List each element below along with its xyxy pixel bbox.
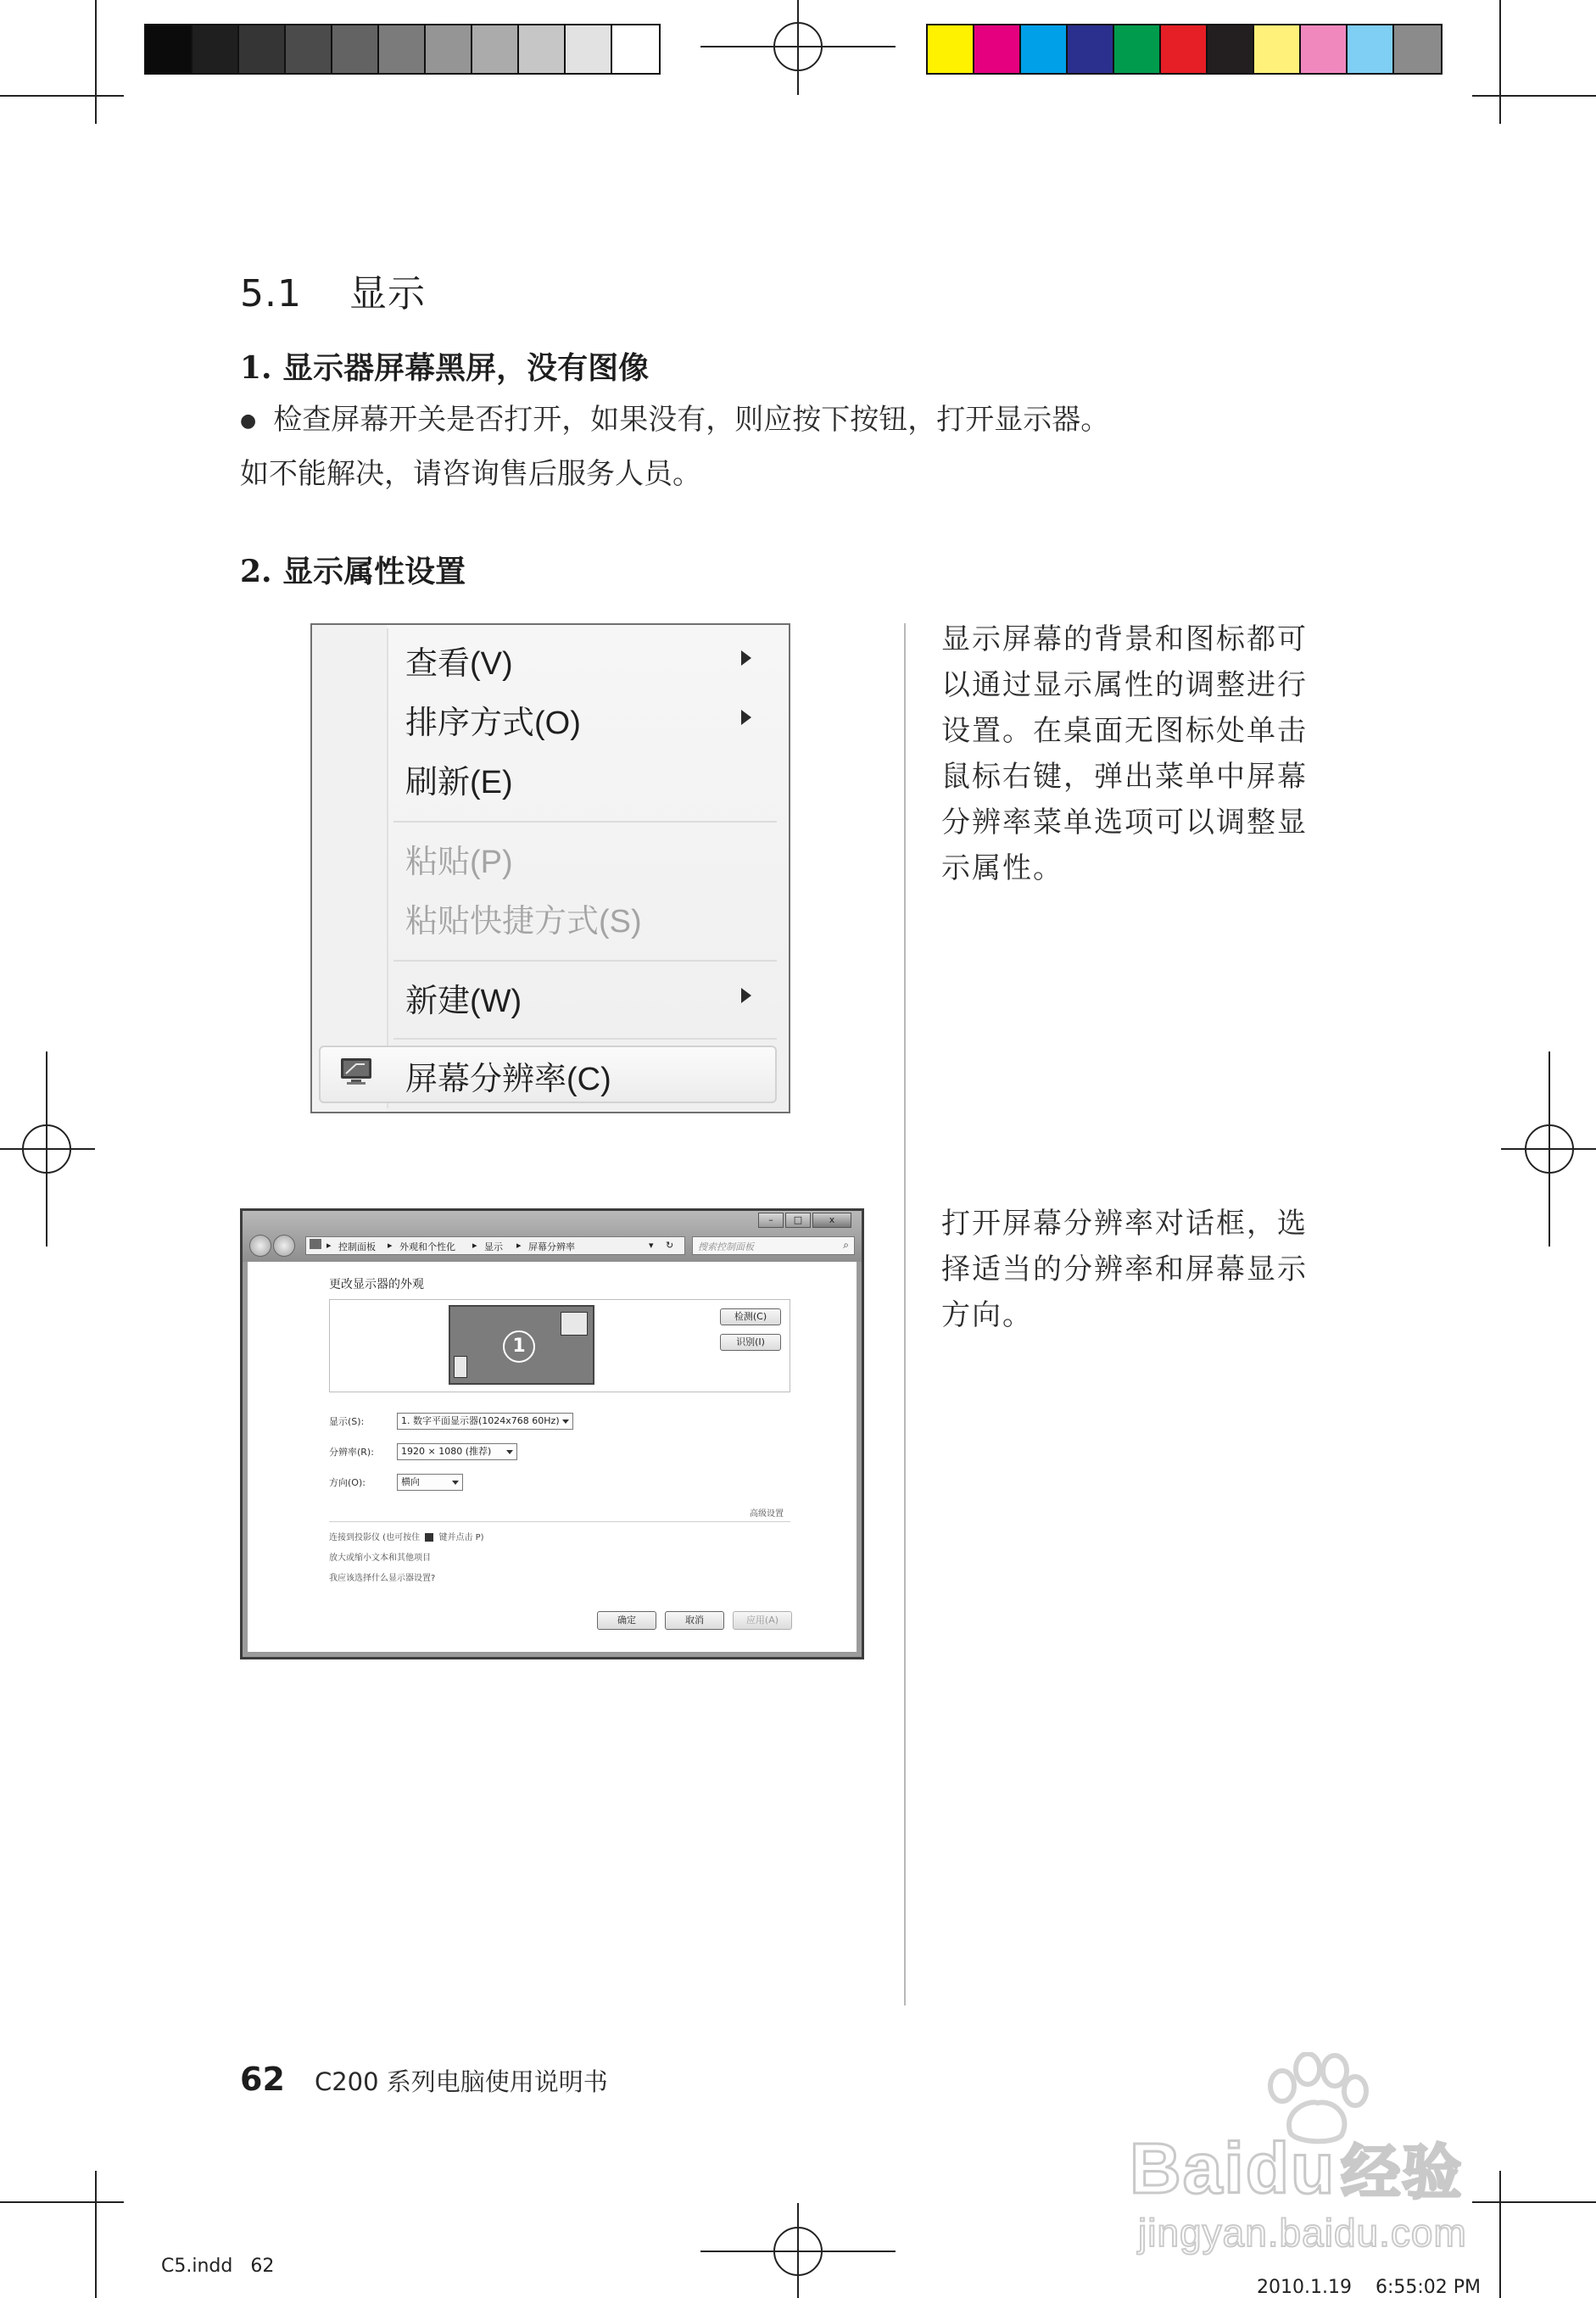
screen-resolution-window xyxy=(240,1208,864,1659)
submenu-arrow-icon xyxy=(741,988,751,1003)
breadcrumb-item[interactable]: 控制面板 xyxy=(338,1241,376,1252)
menu-item-label: 屏幕分辨率(C) xyxy=(405,1062,611,1097)
watermark-brand-cn: 经验 xyxy=(1341,2139,1464,2206)
projector-link-text: 键并点击 P) xyxy=(438,1533,484,1542)
section-heading xyxy=(240,263,426,317)
search-placeholder: 搜索控制面板 xyxy=(698,1241,754,1252)
window-buttons xyxy=(758,1213,851,1228)
gray-swatch xyxy=(332,25,379,73)
gray-swatch xyxy=(239,25,286,73)
preview-window-icon xyxy=(561,1312,588,1336)
text-size-link[interactable]: 放大或缩小文本和其他项目 xyxy=(329,1553,431,1563)
window-content xyxy=(248,1262,857,1652)
color-swatch xyxy=(1301,25,1348,73)
breadcrumb-item[interactable]: 显示 xyxy=(484,1241,503,1252)
crop-mark-top-left-h xyxy=(0,95,124,97)
submenu-arrow-icon xyxy=(741,710,751,725)
color-swatch xyxy=(974,25,1021,73)
gray-swatch xyxy=(612,25,659,73)
breadcrumb-item[interactable]: 外观和个性化 xyxy=(399,1241,455,1252)
bullet-dot: ● xyxy=(240,410,257,432)
gray-swatch xyxy=(566,25,612,73)
menu-item-view[interactable]: 查看(V) xyxy=(405,646,513,682)
menu-separator xyxy=(393,821,777,823)
menu-item-screen-resolution[interactable] xyxy=(319,1046,777,1103)
menu-gutter xyxy=(312,625,387,1112)
orientation-select-value: 横向 xyxy=(401,1476,420,1487)
refresh-icon[interactable]: ↻ xyxy=(666,1240,674,1251)
color-swatch xyxy=(1208,25,1254,73)
watermark-brand xyxy=(1130,2125,1463,2211)
projector-link[interactable] xyxy=(329,1530,484,1542)
color-swatch xyxy=(1068,25,1114,73)
monitor-number-badge xyxy=(503,1330,535,1363)
color-swatch xyxy=(1394,25,1441,73)
gray-swatch xyxy=(426,25,472,73)
color-swatch xyxy=(1021,25,1068,73)
minimize-button[interactable]: – xyxy=(758,1213,784,1228)
side-text-line: 设置。在桌面无图标处单击 xyxy=(941,714,1308,748)
page-number: 62 xyxy=(240,2061,285,2098)
gray-swatch xyxy=(519,25,566,73)
monitor-preview[interactable] xyxy=(449,1305,594,1385)
maximize-button[interactable]: □ xyxy=(785,1213,811,1228)
crop-mark-bottom-left-v xyxy=(95,2171,97,2298)
side-text-line: 鼠标右键，弹出菜单中屏幕 xyxy=(941,760,1308,794)
resolution-label: 分辨率(R): xyxy=(329,1447,374,1458)
chevron-down-icon xyxy=(562,1420,569,1424)
color-swatch xyxy=(1348,25,1394,73)
monitor-icon xyxy=(339,1057,375,1086)
menu-separator xyxy=(393,960,777,962)
chevron-down-icon xyxy=(452,1481,459,1485)
grayscale-bar xyxy=(144,24,661,75)
monitor-preview-panel xyxy=(329,1299,790,1392)
dialog-divider xyxy=(329,1521,790,1522)
monitor-number: 1 xyxy=(512,1336,526,1357)
side-text-line: 以通过显示属性的调整进行 xyxy=(941,668,1308,702)
dialog-heading: 更改显示器的外观 xyxy=(329,1278,424,1291)
crop-mark-bottom-left-h xyxy=(0,2201,124,2203)
crop-mark-top-left-v xyxy=(95,0,97,124)
forward-button[interactable] xyxy=(273,1235,295,1257)
gray-swatch xyxy=(379,25,426,73)
bullet-text: 检查屏幕开关是否打开，如果没有，则应按下按钮，打开显示器。 xyxy=(273,403,1110,437)
resolution-select-value: 1920 × 1080 (推荐) xyxy=(401,1446,492,1457)
color-swatch xyxy=(1254,25,1301,73)
preview-window-icon xyxy=(454,1356,467,1378)
color-swatch xyxy=(1161,25,1208,73)
chevron-down-icon xyxy=(506,1450,513,1454)
slug-file: C5.indd 62 xyxy=(161,2256,275,2277)
submenu-arrow-icon xyxy=(741,650,751,666)
address-bar[interactable]: ▸ 控制面板 ▸ 外观和个性化 ▸ 显示 ▸ 屏幕分辨率 ▾ ↻ xyxy=(305,1236,685,1255)
cancel-button[interactable]: 取消 xyxy=(665,1611,724,1630)
side-text-line: 分辨率菜单选项可以调整显 xyxy=(941,806,1308,839)
menu-item-paste: 粘贴(P) xyxy=(405,845,513,880)
crop-mark-top-right-h xyxy=(1472,95,1596,97)
orientation-label: 方向(O): xyxy=(329,1477,366,1488)
context-menu xyxy=(310,623,790,1113)
display-select-value: 1. 数字平面显示器(1024x768 60Hz) xyxy=(401,1415,560,1426)
column-divider xyxy=(904,623,906,2005)
watermark-brand-text: Baidu xyxy=(1130,2128,1337,2208)
identify-button[interactable]: 识别(I) xyxy=(720,1334,781,1351)
item2-heading: 2. 显示属性设置 xyxy=(240,554,466,589)
gray-swatch xyxy=(472,25,519,73)
search-icon: ⌕ xyxy=(843,1239,849,1251)
slug-time-value: 6:55:02 PM xyxy=(1375,2277,1482,2298)
side-text-1 xyxy=(941,616,1382,891)
section-title: 显示 xyxy=(349,272,426,315)
item1-heading: 1. 显示器屏幕黑屏，没有图像 xyxy=(240,350,650,386)
color-bar xyxy=(926,24,1443,75)
slug-date-value: 2010.1.19 xyxy=(1257,2277,1352,2298)
page-footer xyxy=(240,2061,608,2098)
section-number: 5.1 xyxy=(240,272,302,315)
folder-icon xyxy=(310,1239,321,1249)
detect-button[interactable]: 检测(C) xyxy=(720,1308,781,1325)
menu-item-paste-shortcut: 粘贴快捷方式(S) xyxy=(405,904,642,940)
resolution-select[interactable] xyxy=(397,1443,517,1460)
search-input[interactable] xyxy=(692,1236,855,1255)
color-swatch xyxy=(1114,25,1161,73)
side-text-line: 示属性。 xyxy=(941,851,1063,885)
back-button[interactable] xyxy=(249,1235,271,1257)
watermark-url: jingyan.baidu.com xyxy=(1138,2211,1467,2255)
display-label: 显示(S): xyxy=(329,1416,365,1427)
window-titlebar xyxy=(243,1211,862,1262)
side-text-line: 显示屏幕的背景和图标都可 xyxy=(941,622,1308,656)
help-link[interactable]: 我应该选择什么显示器设置? xyxy=(329,1574,436,1583)
menu-item-sort[interactable]: 排序方式(O) xyxy=(405,706,581,741)
address-dropdown-icon[interactable]: ▾ xyxy=(649,1240,654,1251)
baidu-watermark xyxy=(1130,2052,1511,2273)
display-select[interactable] xyxy=(397,1413,573,1430)
gray-swatch xyxy=(193,25,239,73)
menu-separator xyxy=(393,1038,777,1040)
apply-button: 应用(A) xyxy=(733,1611,792,1630)
side-text-line: 打开屏幕分辨率对话框，选 xyxy=(941,1207,1308,1241)
item1-note: 如不能解决，请咨询售后服务人员。 xyxy=(240,457,701,491)
book-title: C200 系列电脑使用说明书 xyxy=(314,2067,608,2096)
item1-bullet xyxy=(240,397,1109,444)
ok-button[interactable]: 确定 xyxy=(597,1611,656,1630)
crop-mark-top-right-v xyxy=(1499,0,1501,124)
side-text-line: 择适当的分辨率和屏幕显示 xyxy=(941,1252,1308,1286)
gray-swatch xyxy=(286,25,332,73)
gray-swatch xyxy=(146,25,193,73)
advanced-settings-link[interactable]: 高级设置 xyxy=(750,1509,784,1519)
menu-item-refresh[interactable]: 刷新(E) xyxy=(405,765,513,800)
color-swatch xyxy=(928,25,974,73)
breadcrumb-item[interactable]: 屏幕分辨率 xyxy=(528,1241,575,1252)
side-text-2 xyxy=(941,1201,1382,1338)
side-text-line: 方向。 xyxy=(941,1298,1033,1332)
menu-item-new[interactable]: 新建(W) xyxy=(405,984,522,1019)
windows-logo-icon xyxy=(425,1533,433,1542)
close-button[interactable]: x xyxy=(812,1213,851,1228)
orientation-select[interactable] xyxy=(397,1474,463,1491)
projector-link-text: 连接到投影仪 (也可按住 xyxy=(329,1533,421,1542)
